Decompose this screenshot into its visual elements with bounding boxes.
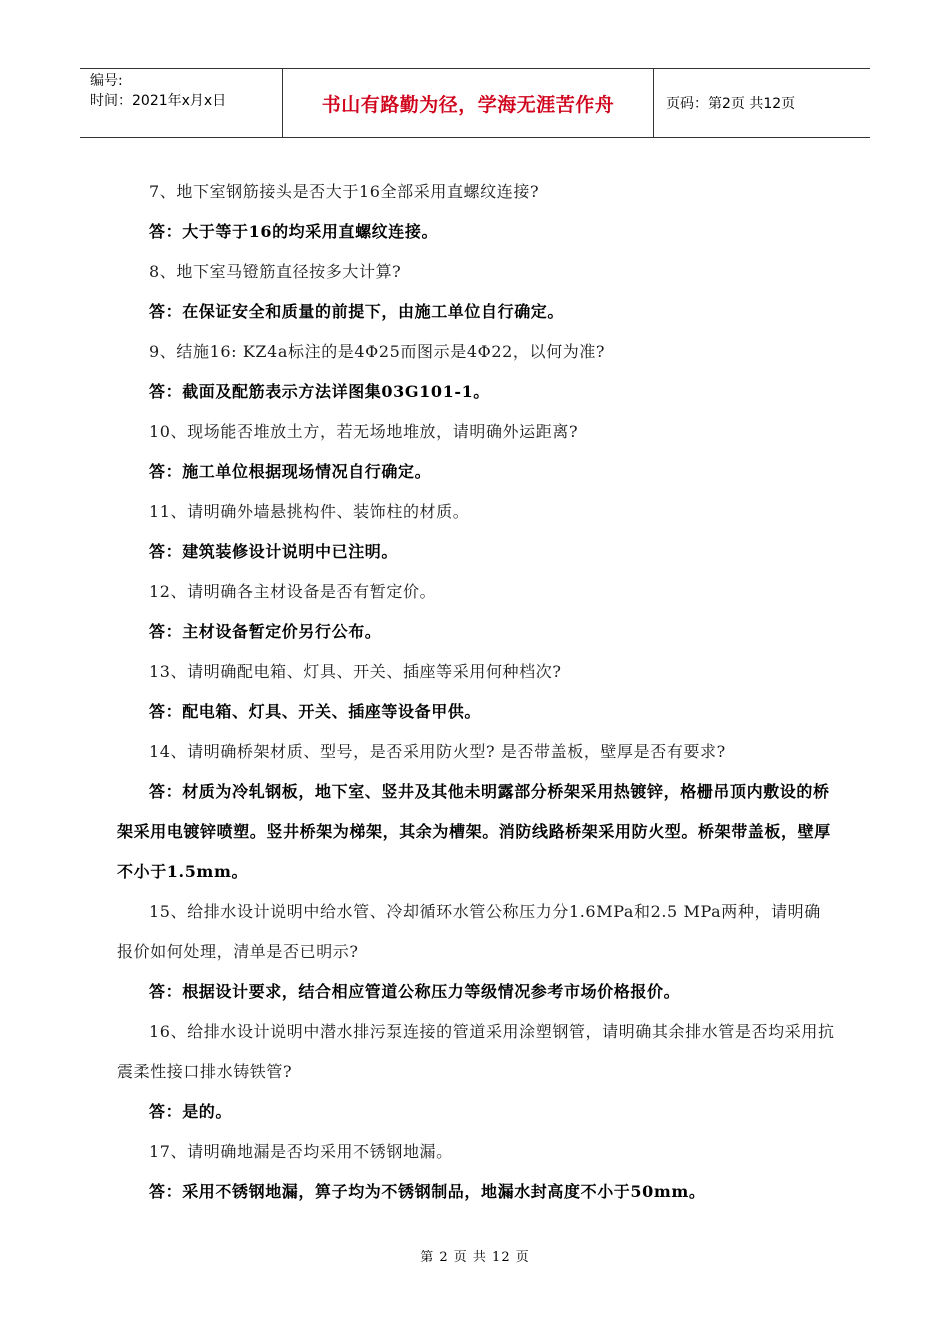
header-number-label: 编号: <box>90 73 123 89</box>
question-paragraph: 17、请明确地漏是否均采用不锈钢地漏。 <box>149 1142 453 1161</box>
answer-paragraph: 答：建筑装修设计说明中已注明。 <box>149 542 399 561</box>
answer-paragraph: 答：主材设备暂定价另行公布。 <box>149 622 382 641</box>
answer-paragraph: 答：根据设计要求，结合相应管道公称压力等级情况参考市场价格报价。 <box>149 982 681 1001</box>
question-paragraph: 9、结施16: KZ4a标注的是4Φ25而图示是4Φ22，以何为准? <box>149 342 606 361</box>
question-paragraph: 8、地下室马镫筋直径按多大计算? <box>149 262 402 281</box>
document-body <box>117 172 837 1212</box>
page-header <box>80 68 870 138</box>
header-motto: 书山有路勤为径，学海无涯苦作舟 <box>283 69 654 137</box>
answer-paragraph: 答：配电箱、灯具、开关、插座等设备甲供。 <box>149 702 482 721</box>
answer-paragraph: 答：大于等于16的均采用直螺纹连接。 <box>149 222 439 241</box>
answer-paragraph: 答：是的。 <box>149 1102 233 1121</box>
question-paragraph: 14、请明确桥架材质、型号，是否采用防火型? 是否带盖板，壁厚是否有要求? <box>149 742 726 761</box>
question-paragraph: 13、请明确配电箱、灯具、开关、插座等采用何种档次? <box>149 662 562 681</box>
question-paragraph: 12、请明确各主材设备是否有暂定价。 <box>149 582 437 601</box>
question-paragraph: 7、地下室钢筋接头是否大于16全部采用直螺纹连接? <box>149 182 540 201</box>
question-paragraph: 15、给排水设计说明中给水管、冷却循环水管公称压力分1.6MPa和2.5 MPa两种，请明确报价如何处理，清单是否已明示? <box>117 902 821 961</box>
header-meta <box>80 69 283 137</box>
question-paragraph: 16、给排水设计说明中潜水排污泵连接的管道采用涂塑钢管，请明确其余排水管是否均采用抗震柔性接口排水铸铁管? <box>117 1022 835 1081</box>
answer-paragraph: 答：采用不锈钢地漏，箅子均为不锈钢制品，地漏水封高度不小于50mm。 <box>149 1182 706 1201</box>
answer-paragraph: 答：施工单位根据现场情况自行确定。 <box>149 462 432 481</box>
answer-paragraph: 答：在保证安全和质量的前提下，由施工单位自行确定。 <box>149 302 565 321</box>
question-paragraph: 11、请明确外墙悬挑构件、装饰柱的材质。 <box>149 502 470 521</box>
answer-paragraph: 答：材质为冷轧钢板，地下室、竖井及其他未明露部分桥架采用热镀锌，格栅吊顶内敷设的桥架采用电镀锌喷塑。竖井桥架为梯架，其余为槽架。消防线路桥架采用防火型。桥架带盖板，壁厚不小于1.5mm。 <box>117 782 831 881</box>
header-time-label: 时间：2021年x月x日 <box>90 93 227 109</box>
answer-paragraph: 答：截面及配筋表示方法详图集03G101-1。 <box>149 382 490 401</box>
page-footer: 第 2 页 共 12 页 <box>420 1250 530 1265</box>
question-paragraph: 10、现场能否堆放土方，若无场地堆放，请明确外运距离? <box>149 422 579 441</box>
header-page-info: 页码：第2页 共12页 <box>666 96 796 112</box>
